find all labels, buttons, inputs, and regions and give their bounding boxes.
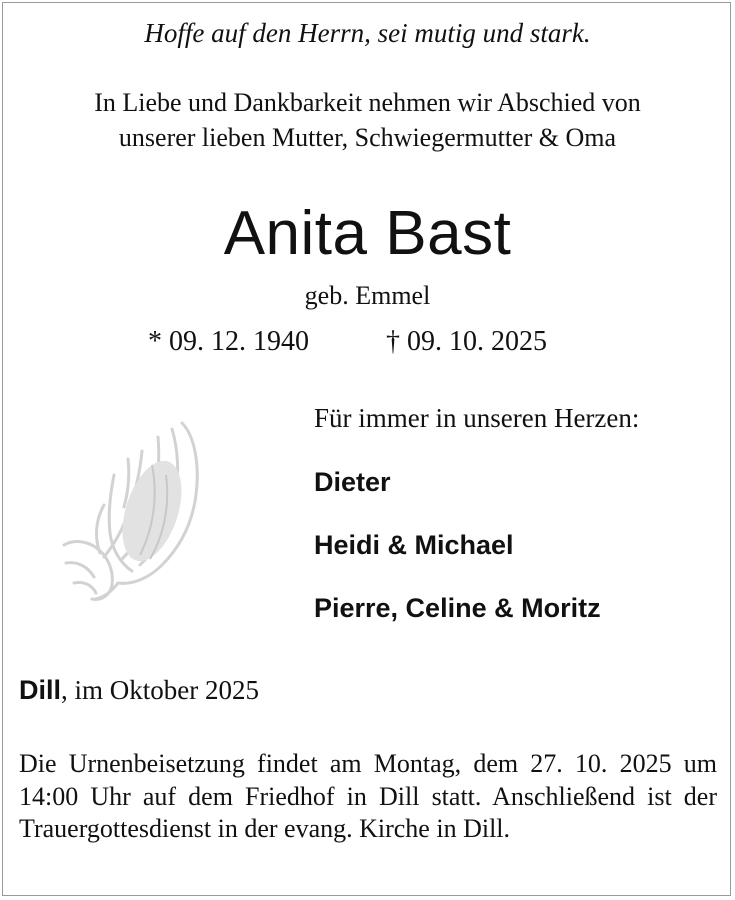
intro-line-1: In Liebe und Dankbarkeit nehmen wir Abschied von — [94, 88, 641, 117]
death-date: † 09. 10. 2025 — [386, 326, 547, 357]
mourner-name: Dieter — [314, 467, 391, 497]
mourner-name: Pierre, Celine & Moritz — [314, 593, 601, 623]
motto: Hoffe auf den Herrn, sei mutig und stark. — [144, 18, 591, 48]
mourner-name: Heidi & Michael — [314, 530, 514, 560]
place-date — [19, 675, 259, 706]
maiden-name: geb. Emmel — [304, 281, 431, 310]
burial-notice: Die Urnenbeisetzung findet am Montag, dem 27. 10. 2025 um 14:00 Uhr auf dem Friedhof in Dill statt. Anschließend ist der Trauergottesdienst in der evang. Kirche in Dill. — [19, 749, 717, 843]
intro-line-2: unserer lieben Mutter, Schwiegermutter & Oma — [118, 123, 617, 152]
praying-hands-icon — [54, 415, 214, 605]
mourners-heading: Für immer in unseren Herzen: — [314, 403, 640, 433]
deceased-name: Anita Bast — [223, 199, 512, 268]
place-city: Dill — [19, 675, 62, 705]
birth-date: * 09. 12. 1940 — [148, 326, 309, 357]
place-date-text: , im Oktober 2025 — [61, 675, 259, 705]
